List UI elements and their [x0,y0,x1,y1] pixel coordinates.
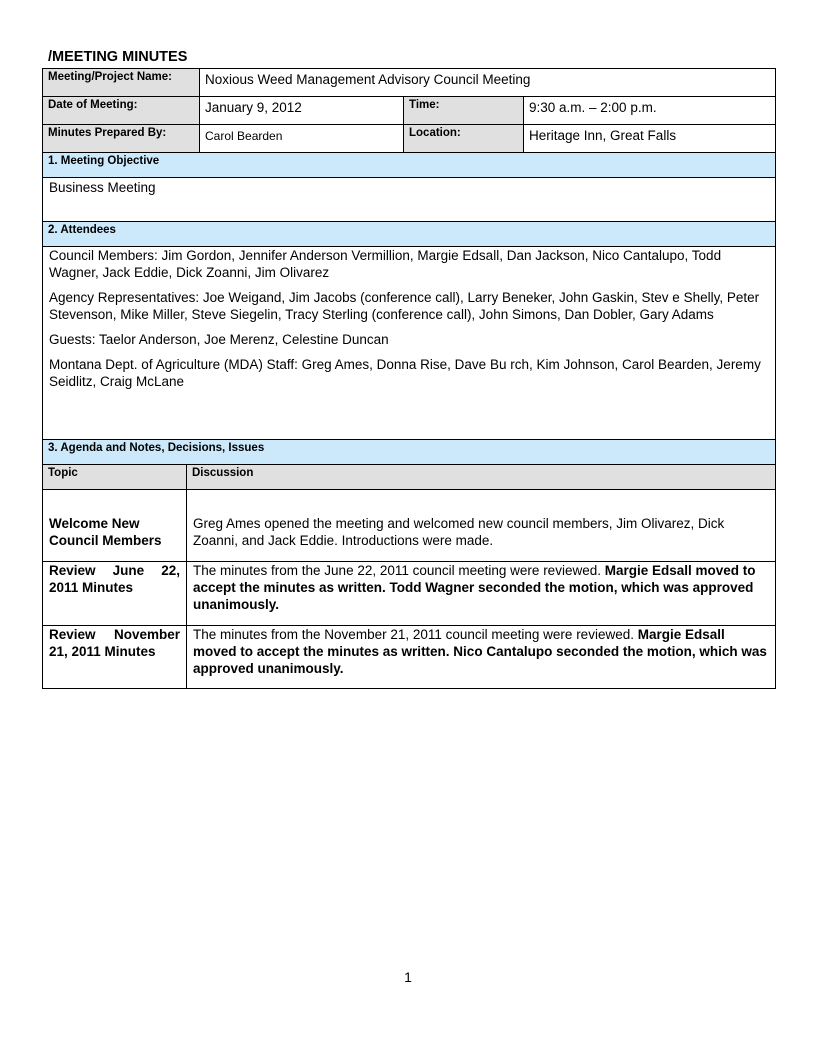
agenda-discussion-motion: Margie Edsall moved to accept the minutes as written. Nico Cantalupo seconded the motion, which was approved unanimously. [193,627,767,676]
meeting-name-value: Noxious Weed Management Advisory Council Meeting [200,69,775,96]
mda-staff-text: Montana Dept. of Agriculture (MDA) Staff: Greg Ames, Donna Rise, Dave Bu rch, Kim Johnson, Carol Bearden, Jeremy Seidlitz, Craig McLane [49,357,761,389]
page-number: 1 [404,969,412,985]
document-title: /MEETING MINUTES [48,49,188,65]
agenda-discussion-text: Greg Ames opened the meeting and welcomed new council members, Jim Olivarez, Dick Zoanni, and Jack Eddie. Introductions were made. [193,516,725,548]
agenda-discussion-cell [187,562,775,625]
agenda-topic-cell [43,490,187,561]
location-label: Location: [404,125,524,152]
agenda-item-row [43,562,775,626]
date-value: January 9, 2012 [200,97,404,124]
topic-column-header: Topic [43,465,187,489]
agenda-topic-cell [43,562,187,625]
attendees-heading: 2. Attendees [43,222,775,247]
agenda-topic: Welcome New Council Members [49,516,162,548]
agenda-topic: Review November 21, 2011 Minutes [49,627,180,659]
meeting-name-row [43,69,775,97]
agenda-heading: 3. Agenda and Notes, Decisions, Issues [43,440,775,465]
prepared-by-value: Carol Bearden [200,125,404,152]
location-value: Heritage Inn, Great Falls [524,125,775,152]
prepared-by-label: Minutes Prepared By: [43,125,200,152]
time-value: 9:30 a.m. – 2:00 p.m. [524,97,775,124]
objective-heading: 1. Meeting Objective [43,153,775,178]
agenda-discussion-cell [187,626,775,688]
agenda-discussion-text: The minutes from the November 21, 2011 council meeting were reviewed. [193,627,638,642]
minutes-table [42,68,776,689]
objective-body [43,178,775,222]
agenda-header-row [43,465,775,490]
agenda-discussion-cell [187,490,775,561]
discussion-column-header: Discussion [187,465,775,489]
guests-text: Guests: Taelor Anderson, Joe Merenz, Celestine Duncan [49,332,389,347]
objective-text: Business Meeting [49,180,156,195]
meeting-name-label: Meeting/Project Name: [43,69,200,96]
agenda-item-row [43,490,775,562]
agency-reps-text: Agency Representatives: Joe Weigand, Jim Jacobs (conference call), Larry Beneker, John Gaskin, Stev e Shelly, Peter Stevenson, Mike Miller, Steve Siegelin, Tracy Sterling (conference call), John Simons, Dan Dobler, Gary Adams [49,290,760,322]
prepared-location-row [43,125,775,153]
attendees-body [43,247,775,440]
agenda-item-row [43,626,775,688]
agenda-discussion-motion: Margie Edsall moved to accept the minutes as written. Todd Wagner seconded the motion, which was approved unanimously. [193,563,756,612]
agenda-discussion-text: The minutes from the June 22, 2011 council meeting were reviewed. [193,563,605,578]
date-time-row [43,97,775,125]
date-label: Date of Meeting: [43,97,200,124]
agenda-topic-cell [43,626,187,688]
council-members-text: Council Members: Jim Gordon, Jennifer Anderson Vermillion, Margie Edsall, Dan Jackson, Nico Cantalupo, Todd Wagner, Jack Eddie, Dick Zoanni, Jim Olivarez [49,248,722,280]
time-label: Time: [404,97,524,124]
agenda-topic: Review June 22, 2011 Minutes [49,563,180,595]
